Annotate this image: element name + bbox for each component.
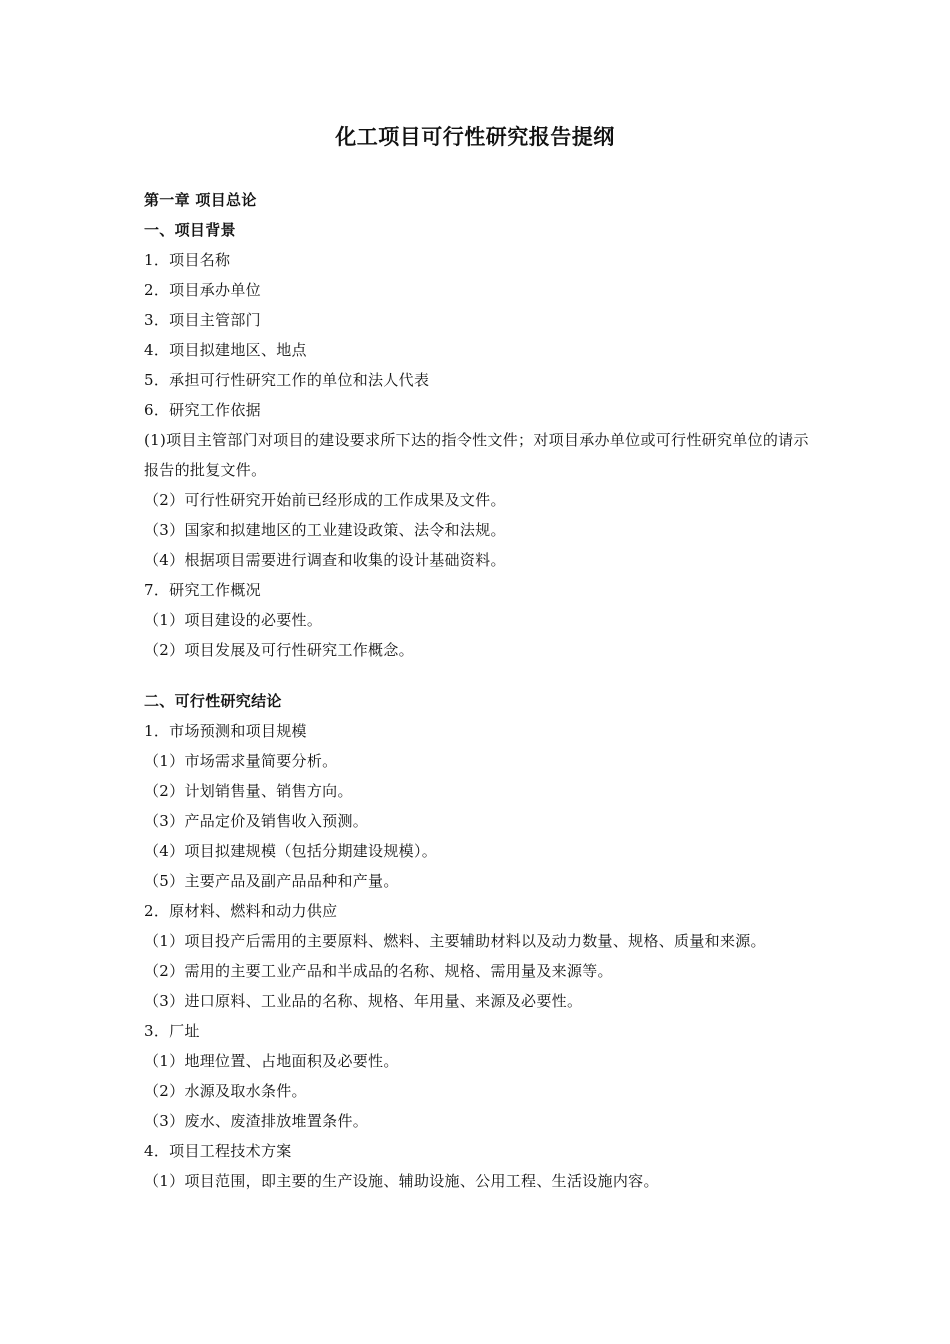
outline-item: （2）计划销售量、销售方向。 (144, 782, 353, 800)
outline-item: （1）地理位置、占地面积及必要性。 (144, 1052, 399, 1070)
outline-item: （3）进口原料、工业品的名称、规格、年用量、来源及必要性。 (144, 992, 583, 1010)
outline-item: （1）项目投产后需用的主要原料、燃料、主要辅助材料以及动力数量、规格、质量和来源。 (144, 932, 766, 950)
outline-item: 5．承担可行性研究工作的单位和法人代表 (144, 371, 430, 389)
outline-item: 6．研究工作依据 (144, 401, 261, 419)
outline-item: （4）根据项目需要进行调查和收集的设计基础资料。 (144, 551, 506, 569)
outline-item: 1．项目名称 (144, 251, 231, 269)
outline-item: 2．原材料、燃料和动力供应 (144, 902, 338, 920)
section-heading: 第一章 项目总论 (144, 191, 257, 209)
outline-item: (1)项目主管部门对项目的建设要求所下达的指令性文件；对项目承办单位或可行性研究单位的请示报告的批复文件。 (144, 431, 809, 479)
outline-item: 3．项目主管部门 (144, 311, 261, 329)
outline-item: （3）产品定价及销售收入预测。 (144, 812, 369, 830)
outline-item: 7．研究工作概况 (144, 581, 261, 599)
outline-item: 2．项目承办单位 (144, 281, 261, 299)
outline-item: （5）主要产品及副产品品种和产量。 (144, 872, 399, 890)
outline-item: （1）项目范围，即主要的生产设施、辅助设施、公用工程、生活设施内容。 (144, 1172, 659, 1190)
section-heading: 二、可行性研究结论 (144, 692, 282, 710)
outline-item: （2）项目发展及可行性研究工作概念。 (144, 641, 414, 659)
outline-item: （1）项目建设的必要性。 (144, 611, 323, 629)
outline-item: 1．市场预测和项目规模 (144, 722, 307, 740)
section-heading: 一、项目背景 (144, 221, 236, 239)
document-body (144, 185, 824, 1196)
outline-item: （2）水源及取水条件。 (144, 1082, 307, 1100)
outline-item: 3．厂址 (144, 1022, 200, 1040)
section-spacer (144, 665, 824, 686)
document-title: 化工项目可行性研究报告提纲 (335, 125, 615, 149)
outline-item: （1）市场需求量简要分析。 (144, 752, 338, 770)
outline-item: （2）需用的主要工业产品和半成品的名称、规格、需用量及来源等。 (144, 962, 613, 980)
outline-item: （3）废水、废渣排放堆置条件。 (144, 1112, 369, 1130)
outline-item: （4）项目拟建规模（包括分期建设规模）。 (144, 842, 438, 860)
outline-item: （3）国家和拟建地区的工业建设政策、法令和法规。 (144, 521, 506, 539)
outline-item: 4．项目拟建地区、地点 (144, 341, 307, 359)
outline-item: （2）可行性研究开始前已经形成的工作成果及文件。 (144, 491, 506, 509)
outline-item: 4．项目工程技术方案 (144, 1142, 292, 1160)
